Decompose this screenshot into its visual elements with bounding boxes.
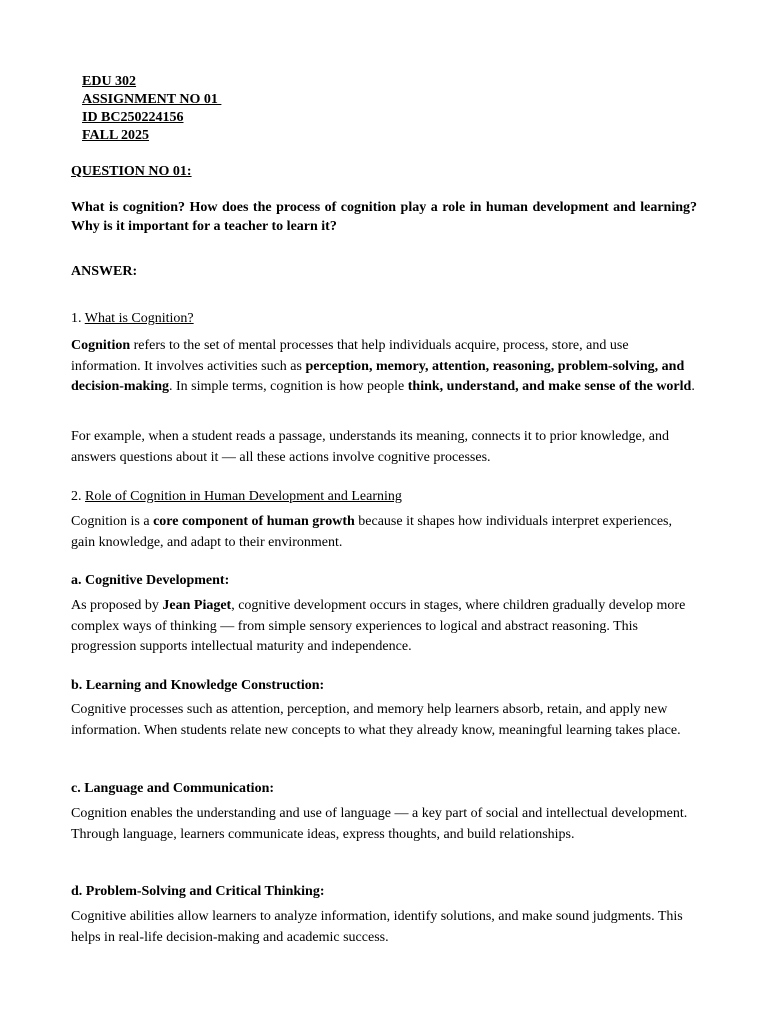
text-run: , cognitive development occurs in stages, where children gradually develop more complex ways of thinking — from simple sensory experiences to logical and abstract reasoning. This progression supports intellectual maturity and independence. [71,598,686,655]
question-label: QUESTION NO 01: [71,164,192,179]
text-run: . In simple terms, cognition is how people [169,379,408,395]
term: FALL 2025 [82,128,150,143]
assignment-header [82,73,221,145]
section-2-number: 2. [71,489,85,504]
subsection-d-paragraph: Cognitive abilities allow learners to analyze information, identify solutions, and make sound judgments. This helps in real-life decision-making and academic success. [71,909,683,945]
emphasis-think: think, understand, and make sense of the world [407,379,692,395]
assignment-number: ASSIGNMENT NO 01 [82,92,222,107]
text-run: refers to the set of mental processes that help individuals acquire, process, store, and use information. It involves activities such as [71,338,629,374]
subsection-b-paragraph: Cognitive processes such as attention, perception, and memory help learners absorb, retain, and apply new information. When students relate new concepts to what they already know, meaningful learning takes place. [71,702,681,738]
term-cognition: Cognition [71,338,131,353]
subsection-a-heading: a. Cognitive Development: [71,573,230,588]
text-run: As proposed by [71,598,163,613]
answer-label: ANSWER: [71,264,138,279]
cognition-definition-paragraph [71,336,697,398]
section-2-title: Role of Cognition in Human Development and Learning [85,489,402,504]
emphasis-piaget: Jean Piaget [162,598,232,613]
course-code: EDU 302 [82,74,137,89]
text-run: Cognition is a [71,514,154,529]
section-1-number: 1. [71,311,85,326]
example-paragraph: For example, when a student reads a passage, understands its meaning, connects it to prior knowledge, and answers questions about it — all these actions involve cognitive processes. [71,429,669,465]
section-1-title: What is Cognition? [84,311,194,326]
student-id: ID BC250224156 [82,110,184,125]
subsection-c-heading: c. Language and Communication: [71,781,275,796]
emphasis-core-component: core component of human growth [153,514,355,529]
text-run: because it shapes how individuals interpret experiences, gain knowledge, and adapt to their environment. [71,514,672,550]
section-1-heading [71,310,697,328]
subsection-c-paragraph: Cognition enables the understanding and use of language — a key part of social and intellectual development. Through language, learners communicate ideas, express thoughts, and build relationships. [71,806,688,842]
question-text: What is cognition? How does the process of cognition play a role in human development and learning? Why is it important for a teacher to learn it? [71,200,697,234]
subsection-b-heading: b. Learning and Knowledge Construction: [71,678,325,693]
section-2-intro-paragraph [71,512,697,553]
subsection-a-paragraph [71,596,697,658]
emphasis-activities: perception, memory, attention, reasoning, problem-solving, and decision-making [71,358,685,395]
section-2-heading [71,488,697,506]
subsection-d-heading: d. Problem-Solving and Critical Thinking: [71,884,325,899]
text-run: . [691,379,695,395]
